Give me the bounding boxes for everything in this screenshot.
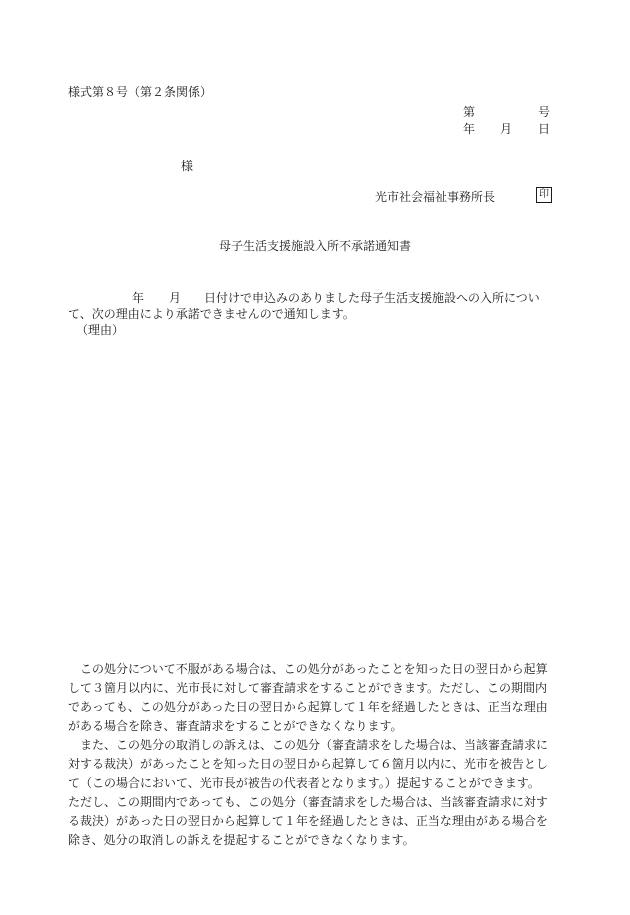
body-month-label: 月 bbox=[169, 291, 182, 305]
doc-number-suffix: 号 bbox=[538, 105, 551, 119]
notice-line: ただし、この期間内であっても、この処分（審査請求をした場合は、当該審査請求に対す bbox=[68, 795, 548, 809]
addressee-honorific: 様 bbox=[181, 159, 194, 173]
notice-line: 対する裁決）があったことを知った日の翌日から起算して６箇月以内に、光市を被告とし bbox=[68, 757, 548, 771]
date-day-label: 日 bbox=[538, 122, 551, 136]
body-text-line-1: 日付けで申込みのありました母子生活支援施設への入所につい bbox=[204, 291, 540, 305]
date-year-label: 年 bbox=[463, 122, 476, 136]
notice-line: がある場合を除き、審査請求をすることができなくなります。 bbox=[68, 719, 403, 733]
notice-line: 除き、処分の取消しの訴えを提起することができなくなります。 bbox=[68, 833, 415, 847]
notice-line: であっても、この処分があった日の翌日から起算して１年を経過したときは、正当な理由 bbox=[68, 700, 548, 714]
notice-line: この処分について不服がある場合は、この処分があったことを知った日の翌日から起算 bbox=[68, 662, 548, 676]
body-line-1 bbox=[68, 290, 568, 306]
form-number: 様式第８号（第２条関係） bbox=[68, 85, 213, 99]
body-paragraph bbox=[68, 290, 568, 322]
body-text-line-2: て、次の理由により承諾できませんので通知します。 bbox=[68, 307, 355, 321]
notice-line: して３箇月以内に、光市長に対して審査請求をすることができます。ただし、この期間内 bbox=[68, 681, 548, 695]
date-month-label: 月 bbox=[500, 122, 513, 136]
notice-line: また、この処分の取消しの訴えは、この処分（審査請求をした場合は、当該審査請求に bbox=[68, 738, 549, 752]
notice-line: る裁決）があった日の翌日から起算して１年を経過したときは、正当な理由がある場合を bbox=[68, 814, 548, 828]
issuer-title: 光市社会福祉事務所長 bbox=[375, 190, 496, 204]
document-title: 母子生活支援施設入所不承諾通知書 bbox=[219, 239, 412, 253]
appeal-notice bbox=[68, 660, 568, 850]
seal-mark: 印 bbox=[536, 187, 552, 203]
notice-line: て（この場合において、光市長が被告の代表者となります。）提起することができます。 bbox=[68, 776, 540, 790]
reason-label: （理由） bbox=[76, 323, 125, 337]
doc-number-prefix: 第 bbox=[463, 105, 476, 119]
body-year-label: 年 bbox=[132, 291, 145, 305]
